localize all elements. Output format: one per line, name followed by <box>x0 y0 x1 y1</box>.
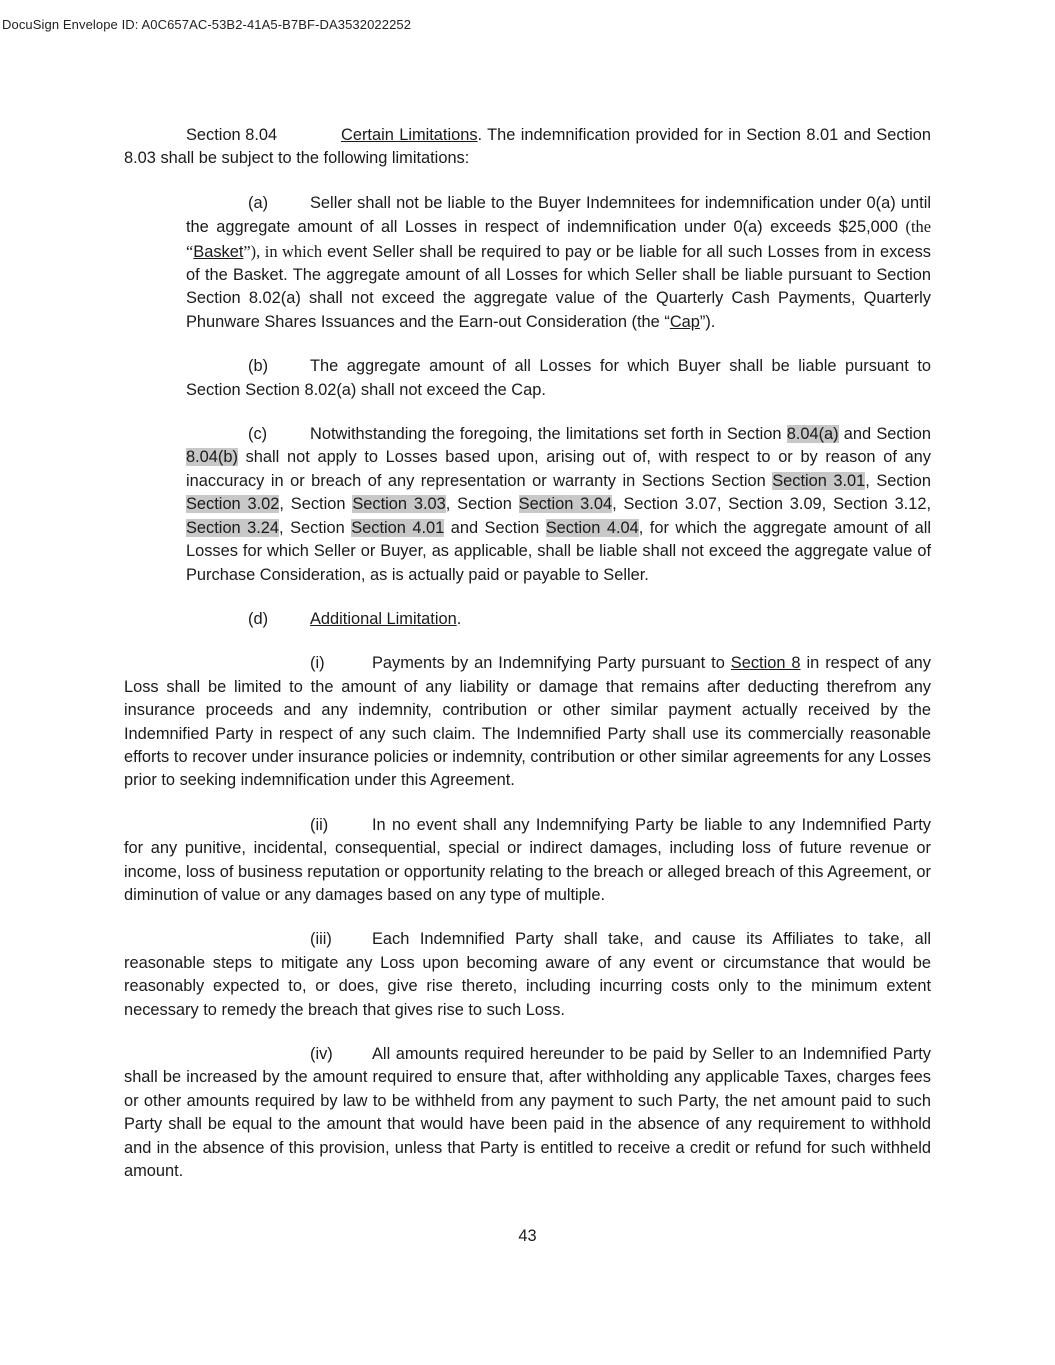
clause-label: (a) <box>248 193 269 212</box>
defined-term-cap: Cap <box>669 312 700 331</box>
cross-reference-link[interactable]: Section 3.02 <box>186 495 280 514</box>
section-title: Certain Limitations <box>341 126 478 144</box>
clause-label: (c) <box>248 425 268 444</box>
clause-b: (b) The aggregate amount of all Losses for which Buyer shall be liable pursuant to Section Section 8.02(a) shall not exceed the Cap. <box>186 357 931 399</box>
cross-reference-link[interactable]: 8.04(a) <box>786 425 839 444</box>
clause-label: (d) <box>248 609 269 628</box>
subclause-label: (ii) <box>310 815 329 834</box>
section-intro: . The indemnification provided for in Section 8.01 and Section 8.03 shall be subject to the following limitations: <box>124 126 931 168</box>
section-8-04-paragraph <box>124 124 931 171</box>
subclause-ii: (ii) In no event shall any Indemnifying Party be liable to any Indemnified Party for any punitive, incidental, consequential, special or indirect damages, including loss of future revenue or income, loss of business reputation or opportunity relating to the breach or alleged breach of this Agreement, or diminution of value or any damages based on any type of multiple. <box>124 815 931 904</box>
clause-d: (d) Additional Limitation. <box>124 608 931 631</box>
cross-reference-link[interactable]: 8.04(b) <box>186 448 238 467</box>
section-number: Section 8.04 <box>186 126 278 144</box>
subclause-label: (i) <box>310 654 325 673</box>
clause-label: (b) <box>248 357 269 376</box>
defined-term-basket: Basket <box>193 242 244 261</box>
subclause-iii: (iii) Each Indemnified Party shall take, and cause its Affiliates to take, all reasonable steps to mitigate any Loss upon becoming aware of any event or circumstance that would be reasonably expected to, or does, give rise thereto, including incurring costs only to the minimum extent necessary to remedy the breach that gives rise to such Loss. <box>124 930 931 1019</box>
page-number: 43 <box>518 1227 537 1245</box>
clause-a: (a) Seller shall not be liable to the Buyer Indemnitees for indemnification under 0(a) until the aggregate amount of all Losses in respect of indemnification under 0(a) exceeds $25,000 (the “Basket”), in which event Seller shall be required to pay or be liable for all such Losses from in excess of the Basket. The aggregate amount of all Losses for which Seller shall be liable pursuant to Section Section 8.02(a) shall not exceed the aggregate value of the Quarterly Cash Payments, Quarterly Phunware Shares Issuances and the Earn-out Consideration (the “Cap”). <box>186 193 931 331</box>
clause-c: (c) Notwithstanding the foregoing, the limitations set forth in Section 8.04(a) and Section 8.04(b) shall not apply to Losses based upon, arising out of, with respect to or by reason of any inaccuracy in or breach of any representation or warranty in Sections Section Section 3.01, Section Section 3.02, Section Section 3.03, Section Section 3.04, Section 3.07, Section 3.09, Section 3.12, Section 3.24, Section Section 4.01 and Section Section 4.04, for which the aggregate amount of all Losses for which Seller or Buyer, as applicable, shall be liable shall not exceed the aggregate value of Purchase Consideration, as is actually paid or payable to Seller. <box>186 425 932 584</box>
subclause-label: (iv) <box>310 1045 333 1063</box>
cross-reference-link[interactable]: Section 3.01 <box>772 471 866 490</box>
cross-reference-link[interactable]: Section 4.04 <box>545 518 639 537</box>
subclause-iv: (iv) All amounts required hereunder to be paid by Seller to an Indemnified Party shall be increased by the amount required to ensure that, after withholding any applicable Taxes, charges fees or other amounts required by law to be withheld from any payment to such Party, the net amount paid to such Party shall be equal to the amount that would have been paid in the absence of any requirement to withhold and in the absence of this provision, unless that Party is entitled to receive a credit or refund for such withheld amount. <box>124 1045 931 1181</box>
docusign-envelope-id: DocuSign Envelope ID: A0C657AC-53B2-41A5-B7BF-DA3532022252 <box>2 17 412 32</box>
subclause-label: (iii) <box>310 930 332 949</box>
cross-reference-link[interactable]: Section 3.04 <box>518 495 613 514</box>
cross-reference-link[interactable]: Section 4.01 <box>351 518 445 537</box>
cross-reference-link[interactable]: Section 3.24 <box>186 518 280 537</box>
cross-reference-link[interactable]: Section 3.03 <box>352 495 446 514</box>
section-8-link[interactable]: Section 8 <box>730 654 801 673</box>
clause-title: Additional Limitation <box>310 609 457 628</box>
subclause-i: (i) Payments by an Indemnifying Party pursuant to Section 8 in respect of any Loss shall be limited to the amount of any liability or damage that remains after deducting therefrom any insurance proceeds and any indemnity, contribution or other similar payment actually received by the Indemnified Party in respect of any such claim. The Indemnified Party shall use its commercially reasonable efforts to recover under insurance policies or indemnity, contribution or other similar agreements for any Losses prior to seeking indemnification under this Agreement. <box>124 654 931 790</box>
document-page <box>124 124 931 1204</box>
